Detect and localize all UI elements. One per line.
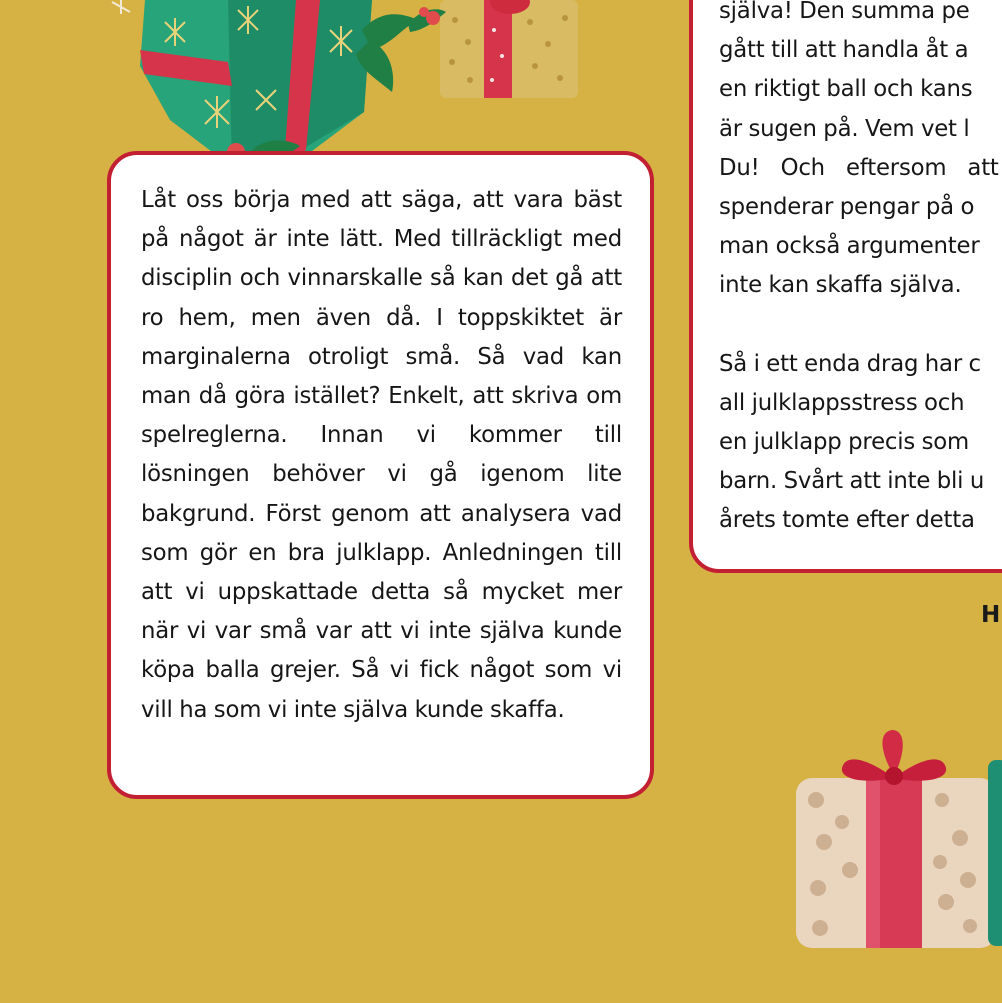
text-line: spenderar pengar på o <box>719 194 975 221</box>
intro-text-card <box>107 151 654 799</box>
text-line: all julklappsstress och <box>719 389 965 416</box>
text-line: årets tomte efter detta <box>719 507 975 534</box>
intro-paragraph: Låt oss börja med att säga, att vara bäst på något är inte lätt. Med tillräckligt med disciplin och vinnarskalle så kan det gå att ro hem, men även då. I toppskiktet är marginalerna otroligt små. Så vad kan man då göra istället? Enkelt, att skriva om spelreglerna. Innan vi kommer till lösningen behöver vi gå igenom lite bakgrund. Först genom att analysera vad som gör en bra julklapp. Anledningen till att vi uppskattade detta så mycket mer när vi var små var att vi inte själva kunde köpa balla grejer. Så vi fick något som vi vill ha som vi inte själva kunde skaffa. <box>141 187 622 723</box>
continuation-paragraph-2 <box>719 345 1002 541</box>
text-line: barn. Svårt att inte bli u <box>719 468 985 495</box>
text-line: en riktigt ball och kans <box>719 76 973 103</box>
text-line: är sugen på. Vem vet l <box>719 115 970 142</box>
gold-gift-icon <box>440 0 578 98</box>
text-line: man också argumenter <box>719 233 980 260</box>
text-line: en julklapp precis som <box>719 429 970 456</box>
signature-text: H <box>981 602 1001 628</box>
text-line: Du! Och eftersom att <box>719 154 999 181</box>
text-line: själva! Den summa pe <box>719 0 970 24</box>
continuation-paragraph-1 <box>719 0 1002 306</box>
beige-gift-icon <box>796 730 996 948</box>
text-line: inte kan skaffa själva. <box>719 272 962 299</box>
continuation-text-card <box>689 0 1002 573</box>
text-line: gått till att handla åt a <box>719 37 969 64</box>
text-line: Så i ett enda drag har c <box>719 350 981 377</box>
